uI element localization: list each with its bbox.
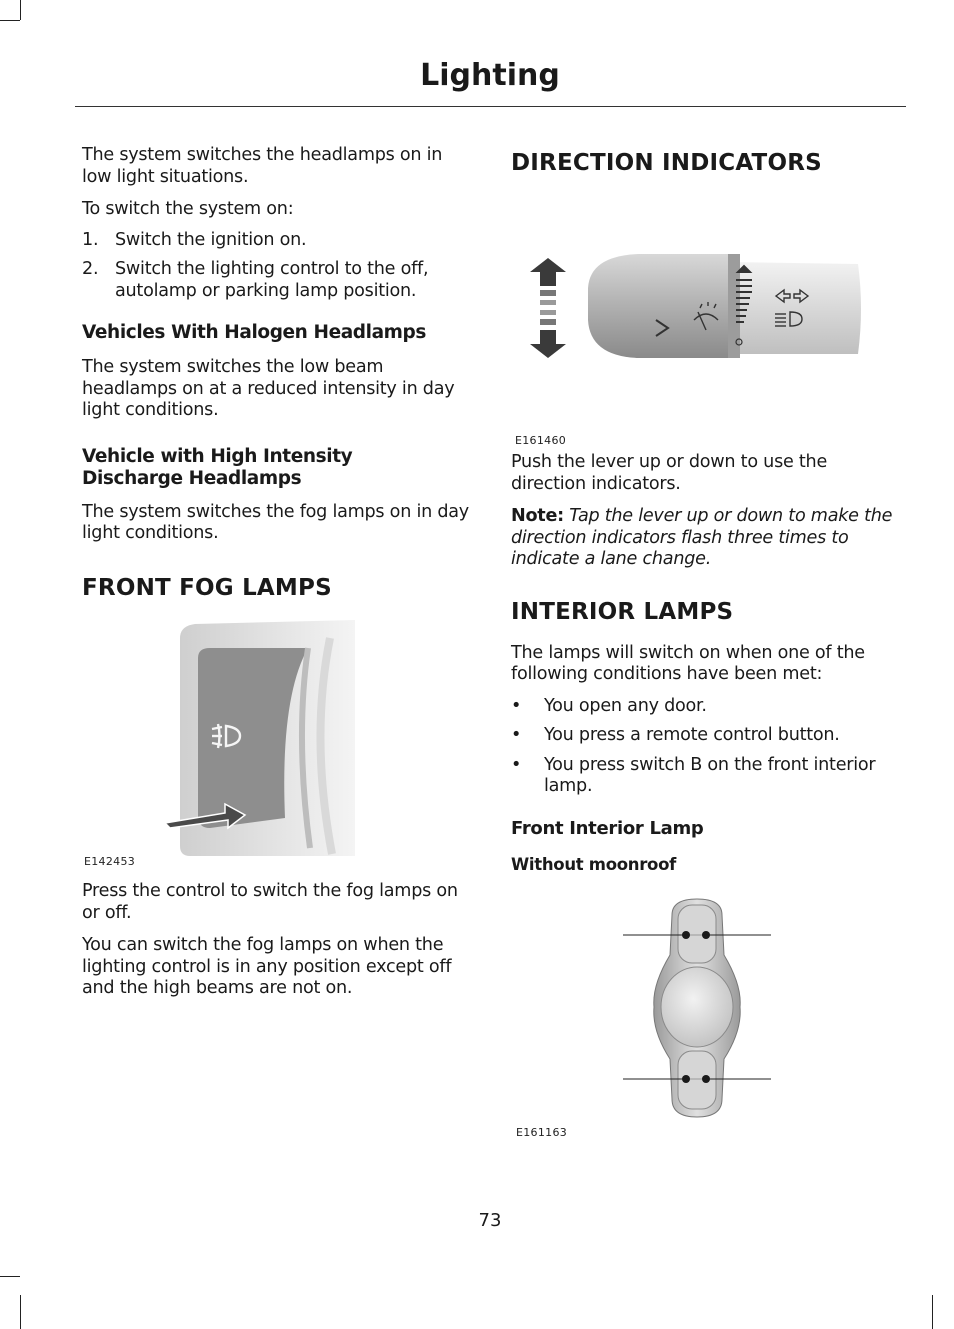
direction-indicator-lever-illustration: [528, 250, 868, 365]
front-interior-lamp-illustration: [620, 895, 774, 1121]
step-text: Switch the lighting control to the off, autolamp or parking lamp position.: [115, 259, 429, 301]
note: [511, 506, 904, 571]
section-heading-front-interior-lamp: Front Interior Lamp: [511, 817, 704, 839]
right-column-top: [511, 150, 904, 176]
left-column-lower: [82, 881, 474, 1011]
crop-mark: [20, 1295, 21, 1329]
paragraph: To switch the system on:: [82, 199, 294, 219]
steps-list: [82, 230, 474, 303]
bullet: •: [511, 725, 522, 745]
page-title: Lighting: [420, 58, 560, 93]
left-column: [82, 145, 474, 601]
paragraph: You can switch the fog lamps on when the lighting control is in any position except off and the high beams are not on.: [82, 935, 452, 998]
list-item: [511, 696, 904, 718]
section-heading-fog-lamps: FRONT FOG LAMPS: [82, 574, 332, 601]
bullet-text: You press switch B on the front interior lamp.: [544, 754, 876, 796]
list-item: [82, 259, 474, 302]
note-label: Note:: [511, 506, 564, 526]
section-heading-halogen: Vehicles With Halogen Headlamps: [82, 322, 427, 343]
section-heading-without-moonroof: Without moonroof: [511, 854, 677, 874]
section-heading-hid: Vehicle with High Intensity Discharge Headlamps: [82, 445, 353, 489]
bullet: •: [511, 695, 522, 716]
figure-code: E161460: [515, 434, 567, 447]
step-number: 1.: [82, 229, 99, 250]
header-divider: [75, 106, 906, 107]
paragraph: Push the lever up or down to use the direction indicators.: [511, 452, 828, 494]
bullet-text: You open any door.: [544, 695, 707, 716]
crop-mark: [932, 1295, 933, 1329]
list-item: [511, 725, 904, 747]
step-number: 2.: [82, 259, 99, 279]
figure-code: E142453: [84, 855, 136, 868]
figure-code: E161163: [516, 1126, 568, 1139]
crop-mark: [0, 20, 20, 21]
paragraph: The system switches the headlamps on in low light situations.: [82, 145, 443, 187]
page-number: 73: [478, 1210, 502, 1231]
crop-mark: [0, 1276, 20, 1277]
crop-mark: [20, 0, 21, 20]
bullet: •: [511, 754, 522, 775]
right-column-middle: [511, 452, 904, 874]
conditions-list: [511, 696, 904, 798]
list-item: [511, 755, 904, 798]
note-text: Tap the lever up or down to make the direction indicators flash three times to indicate a lane change.: [511, 506, 893, 569]
section-heading-interior-lamps: INTERIOR LAMPS: [511, 598, 734, 625]
bullet-text: You press a remote control button.: [544, 725, 840, 745]
paragraph: The system switches the low beam headlamps on at a reduced intensity in day light conditions.: [82, 357, 455, 420]
step-text: Switch the ignition on.: [115, 229, 307, 250]
list-item: [82, 230, 474, 252]
section-heading-direction-indicators: DIRECTION INDICATORS: [511, 150, 822, 176]
paragraph: Press the control to switch the fog lamps on or off.: [82, 881, 458, 923]
fog-lamp-switch-illustration: [160, 618, 360, 858]
paragraph: The lamps will switch on when one of the following conditions have been met:: [511, 642, 865, 684]
up-down-arrow-icon: [530, 258, 566, 358]
paragraph: The system switches the fog lamps on in day light conditions.: [82, 501, 469, 543]
